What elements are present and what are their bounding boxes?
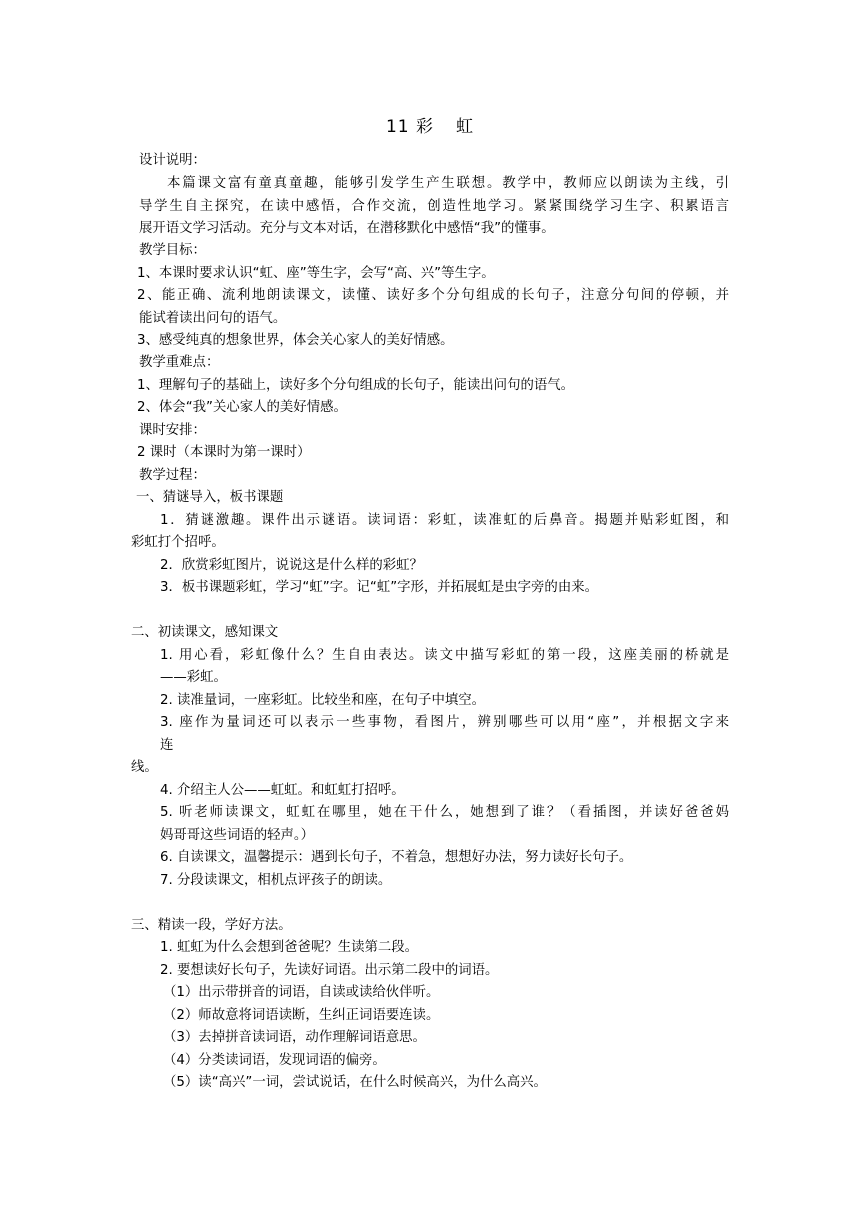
section-heading-schedule: 课时安排： [139,423,206,438]
list-item-continued: 彩虹打个招呼。 [131,535,225,550]
sub-list-item: （5）读“高兴”一词，尝试说话，在什么时候高兴，为什么高兴。 [163,1075,547,1090]
list-item: 2．欣赏彩虹图片，说说这是什么样的彩虹？ [160,558,423,573]
process-step-heading: 二、初读课文，感知课文 [131,625,279,640]
list-item: 3、感受纯真的想象世界，体会关心家人的美好情感。 [137,333,454,348]
paragraph-line: 导学生自主探究，在读中感悟，合作交流，创造性地学习。紧紧围绕学习生字、积累语言 [139,199,729,214]
list-item: 3. 座作为量词还可以表示一些事物，看图片，辨别哪些可以用“座”，并根据文字来 [160,715,729,730]
list-item: 2、能正确、流利地朗读课文，读懂、读好多个分句组成的长句子，注意分句间的停顿，并 [137,288,729,303]
list-item: 4. 介绍主人公——虹虹。和虹虹打招呼。 [160,783,405,798]
list-item: 1. 用心看，彩虹像什么？生自由表达。读文中描写彩虹的第一段，这座美丽的桥就是 [160,648,729,663]
list-item-continued: 连 [160,738,174,753]
list-item: 1. 虹虹为什么会想到爸爸呢？生读第二段。 [160,940,419,955]
list-item-continued: ——彩虹。 [160,670,227,685]
sub-list-item: （2）师故意将词语读断，生纠正词语要连读。 [163,1008,440,1023]
section-heading-design-notes: 设计说明： [139,153,206,168]
list-item-continued: 线。 [131,760,158,775]
list-item: 6. 自读课文，温馨提示：遇到长句子，不着急，想想好办法，努力读好长句子。 [160,850,633,865]
paragraph-line: 本篇课文富有童真童趣，能够引发学生产生联想。教学中，教师应以朗读为主线，引 [167,176,729,191]
lesson-title [0,116,860,138]
title-char-1: 彩 [416,117,435,137]
list-item: 1、理解句子的基础上，读好多个分句组成的长句子，能读出问句的语气。 [137,378,575,393]
process-step-heading: 一、猜谜导入，板书课题 [136,490,284,505]
list-item-continued: 妈哥哥这些词语的轻声。） [160,828,314,843]
list-item: 3．板书课题彩虹，学习“虹”字。记“虹”字形，并拓展虹是虫字旁的由来。 [160,580,598,595]
schedule-text: 2 课时（本课时为第一课时） [137,445,311,460]
list-item: 7. 分段读课文，相机点评孩子的朗读。 [160,873,392,888]
process-step-heading: 三、精读一段，学好方法。 [131,918,292,933]
list-item: 1．猜谜激趣。课件出示谜语。读词语：彩虹，读准虹的后鼻音。揭题并贴彩虹图，和 [160,513,729,528]
sub-list-item: （3）去掉拼音读词语，动作理解词语意思。 [163,1030,426,1045]
list-item: 2、体会“我”关心家人的美好情感。 [137,400,347,415]
paragraph-line: 展开语文学习活动。充分与文本对话，在潜移默化中感悟“我”的懂事。 [139,221,555,236]
sub-list-item: （4）分类读词语，发现词语的偏旁。 [163,1053,386,1068]
list-item: 5. 听老师读课文，虹虹在哪里，她在干什么，她想到了谁？（看插图，并读好爸爸妈 [160,805,729,820]
list-item: 1、本课时要求认识“虹、座”等生字，会写“高、兴”等生字。 [137,266,495,281]
list-item-continued: 能试着读出问句的语气。 [139,311,287,326]
title-char-2: 虹 [456,117,475,137]
section-heading-process: 教学过程： [139,468,206,483]
section-heading-key-points: 教学重难点： [139,355,220,370]
list-item: 2. 读准量词，一座彩虹。比较坐和座，在句子中填空。 [160,693,486,708]
sub-list-item: （1）出示带拼音的词语，自读或读给伙伴听。 [163,985,440,1000]
section-heading-objectives: 教学目标： [139,243,206,258]
list-item: 2. 要想读好长句子，先读好词语。出示第二段中的词语。 [160,963,499,978]
lesson-number: 11 [385,117,410,137]
